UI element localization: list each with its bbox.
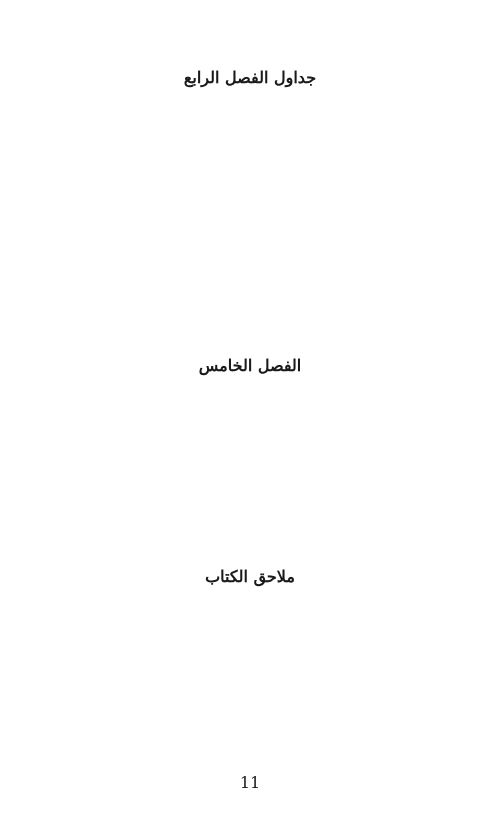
section-heading: جداول الفصل الرابع [183, 68, 317, 87]
page-number: 11 [239, 773, 261, 792]
section-heading: الفصل الخامس [198, 356, 302, 375]
section-heading: ملاحق الكتاب [205, 567, 295, 586]
